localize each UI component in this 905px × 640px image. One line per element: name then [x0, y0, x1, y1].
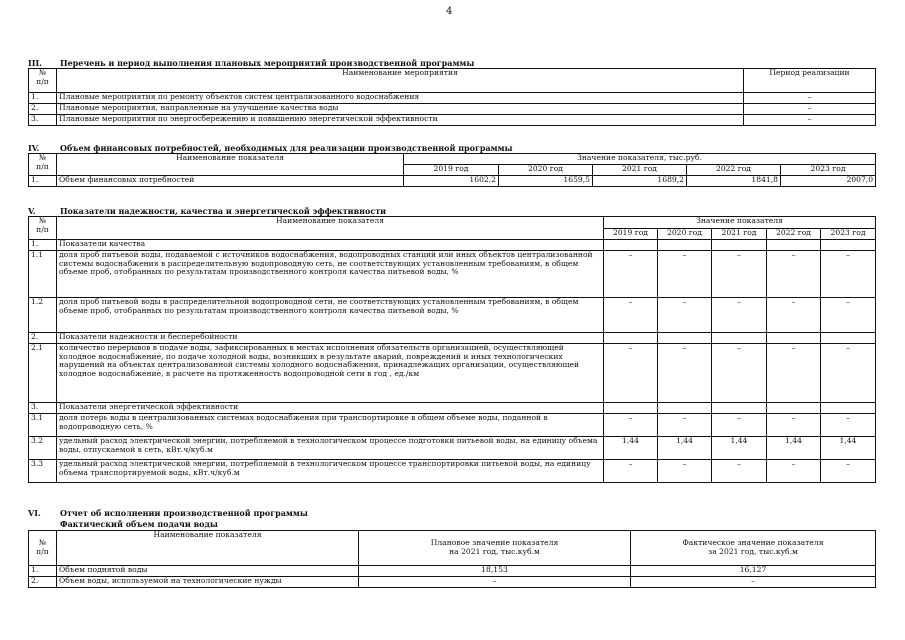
section-5-heading — [28, 206, 386, 216]
table-row — [29, 104, 876, 115]
value-cell: 1,44 — [767, 437, 821, 460]
year-header: 2019 год — [604, 229, 658, 240]
row-name: Плановые мероприятия по энергосбережению и повышению энергетической эффективности — [57, 115, 744, 126]
year-header: 2023 год — [781, 165, 876, 176]
table-row — [29, 344, 876, 403]
table-row — [29, 115, 876, 126]
year-header: 2022 год — [767, 229, 821, 240]
value-cell: – — [712, 414, 767, 437]
value-cell: – — [821, 414, 876, 437]
row-number: 1. — [29, 240, 57, 251]
value-cell: – — [604, 251, 658, 298]
row-name: количество перерывов в подаче воды, зафиксированных в местах исполнения обязательств организацией, осуществляющей холодное водоснабжение, по подаче холодной воды, возникших в результате аварий, повреждений и иных технологических нарушений на объектах централизованной системы холодного водоснабжения, принадлежащих организации, осуществляющей холодное водоснабжение, в расчете на протяженность водопроводной сети в год , ед./км — [57, 344, 604, 403]
col-header-period: Период реализации — [744, 69, 876, 93]
row-period: – — [744, 93, 876, 104]
row-number: 1. — [29, 176, 57, 187]
row-number: 1.1 — [29, 251, 57, 298]
table-row — [29, 298, 876, 333]
fact-value: 16,127 — [631, 566, 876, 577]
col-header-no: № п/п — [29, 531, 57, 566]
table-water-supply-report — [28, 530, 876, 588]
year-header: 2023 год — [821, 229, 876, 240]
year-header: 2021 год — [593, 165, 687, 176]
value-cell: 1602,2 — [404, 176, 499, 187]
value-cell: – — [767, 460, 821, 483]
row-number: 3.1 — [29, 414, 57, 437]
value-cell: – — [767, 298, 821, 333]
value-cell: – — [821, 251, 876, 298]
value-cell: 1659,5 — [499, 176, 593, 187]
value-cell: – — [712, 251, 767, 298]
row-name: удельный расход электрической энергии, потребляемой в технологическом процессе транспортировки питьевой воды, на единицу объема транспортируемой воды, кВт.ч/куб.м — [57, 460, 604, 483]
row-name: Показатели энергетической эффективности — [57, 403, 604, 414]
row-period: – — [744, 104, 876, 115]
value-cell: – — [658, 414, 712, 437]
section-6-heading — [28, 508, 308, 518]
value-cell: 1,44 — [712, 437, 767, 460]
value-cell: – — [712, 344, 767, 403]
section-5-title: Показатели надежности, качества и энергетической эффективности — [60, 206, 387, 216]
section-4-number: IV. — [28, 143, 40, 153]
col-header-value: Значение показателя, тыс.руб. — [404, 154, 876, 165]
value-cell: – — [604, 344, 658, 403]
row-name: доля потерь воды в централизованных системах водоснабжения при транспортировке в общем объеме воды, поданной в водопроводную сеть, % — [57, 414, 604, 437]
group-row — [29, 333, 876, 344]
value-cell: – — [604, 460, 658, 483]
row-number: 3. — [29, 115, 57, 126]
value-cell: – — [767, 414, 821, 437]
value-cell: – — [767, 251, 821, 298]
section-6-number: VI. — [28, 508, 41, 518]
col-header-indicator-name: Наименование показателя — [57, 154, 404, 176]
value-cell: – — [821, 298, 876, 333]
col-header-measure-name: Наименование мероприятия — [57, 69, 744, 93]
year-header: 2020 год — [658, 229, 712, 240]
table-row — [29, 176, 876, 187]
row-name: Объем воды, используемой на технологические нужды — [57, 577, 359, 588]
row-number: 2. — [29, 333, 57, 344]
col-header-value: Значение показателя — [604, 217, 876, 229]
value-cell: – — [658, 298, 712, 333]
row-name: Показатели надежности и бесперебойности — [57, 333, 604, 344]
year-header: 2022 год — [687, 165, 781, 176]
value-cell: – — [604, 298, 658, 333]
table-row — [29, 460, 876, 483]
section-5-number: V. — [28, 206, 36, 216]
section-6-subtitle: Фактический объем подачи воды — [60, 519, 218, 529]
year-header: 2019 год — [404, 165, 499, 176]
value-cell: – — [712, 298, 767, 333]
section-4-title: Объем финансовых потребностей, необходимых для реализации производственной программы — [60, 143, 513, 153]
table-row — [29, 414, 876, 437]
row-name: Показатели качества — [57, 240, 604, 251]
value-cell: – — [821, 460, 876, 483]
page-number: 4 — [446, 6, 453, 17]
section-3-number: III. — [28, 58, 43, 68]
row-period: – — [744, 115, 876, 126]
value-cell: – — [658, 251, 712, 298]
row-number: 2. — [29, 104, 57, 115]
table-reliability-indicators — [28, 216, 876, 483]
row-number: 3.2 — [29, 437, 57, 460]
fact-value: – — [631, 577, 876, 588]
row-number: 2.1 — [29, 344, 57, 403]
plan-value: – — [359, 577, 631, 588]
col-header-no: № п/п — [29, 154, 57, 176]
value-cell: 1841,8 — [687, 176, 781, 187]
value-cell: – — [658, 460, 712, 483]
table-row — [29, 251, 876, 298]
row-name: Объем поднятой воды — [57, 566, 359, 577]
year-header: 2021 год — [712, 229, 767, 240]
year-header: 2020 год — [499, 165, 593, 176]
value-cell: 1,44 — [658, 437, 712, 460]
row-name: Плановые мероприятия, направленные на улучшение качества воды — [57, 104, 744, 115]
table-row — [29, 437, 876, 460]
section-3-title: Перечень и период выполнения плановых мероприятий производственной программы — [60, 58, 475, 68]
section-4-heading — [28, 143, 513, 153]
col-header-no: № п/п — [29, 69, 57, 93]
value-cell: 2007,0 — [781, 176, 876, 187]
section-3-heading — [28, 58, 474, 68]
value-cell: – — [658, 344, 712, 403]
row-name: доля проб питьевой воды, подаваемой с источников водоснабжения, водопроводных станций или иных объектов централизованной системы водоснабжения в распределительную водопроводную сеть, не соответствующих установленным требованиям, в общем объеме проб, отобранных по результатам производственного контроля качества питьевой воды, % — [57, 251, 604, 298]
value-cell: – — [712, 460, 767, 483]
row-name: Плановые мероприятия по ремонту объектов систем централизованного водоснабжения — [57, 93, 744, 104]
value-cell: 1689,2 — [593, 176, 687, 187]
table-row — [29, 577, 876, 588]
section-6-title: Отчет об исполнении производственной программы — [60, 508, 308, 518]
row-number: 1. — [29, 566, 57, 577]
value-cell: 1,44 — [604, 437, 658, 460]
col-header-indicator-name: Наименование показателя — [57, 217, 604, 240]
row-number: 2. — [29, 577, 57, 588]
row-number: 1. — [29, 93, 57, 104]
group-row — [29, 403, 876, 414]
group-row — [29, 240, 876, 251]
table-financial-needs — [28, 153, 876, 187]
row-number: 1.2 — [29, 298, 57, 333]
value-cell: – — [604, 414, 658, 437]
col-header-fact: Фактическое значение показателя за 2021 год, тыс.куб.м — [631, 531, 876, 566]
table-planned-measures — [28, 68, 876, 126]
col-header-plan: Плановое значение показателя на 2021 год, тыс.куб.м — [359, 531, 631, 566]
value-cell: 1,44 — [821, 437, 876, 460]
value-cell: – — [821, 344, 876, 403]
col-header-no: № п/п — [29, 217, 57, 240]
value-cell: – — [767, 344, 821, 403]
row-name: удельный расход электрической энергии, потребляемой в технологическом процессе подготовки питьевой воды, на единицу объема воды, отпускаемой в сеть, кВт.ч/куб.м — [57, 437, 604, 460]
row-number: 3.3 — [29, 460, 57, 483]
table-row — [29, 566, 876, 577]
row-number: 3. — [29, 403, 57, 414]
row-name: Объем финансовых потребностей — [57, 176, 404, 187]
plan-value: 18,153 — [359, 566, 631, 577]
col-header-indicator-name: Наименование показателя — [57, 531, 359, 566]
table-row — [29, 93, 876, 104]
row-name: доля проб питьевой воды в распределительной водопроводной сети, не соответствующих установленным требованиям, в общем объеме проб, отобранных по результатам производственного контроля качества питьевой воды, % — [57, 298, 604, 333]
